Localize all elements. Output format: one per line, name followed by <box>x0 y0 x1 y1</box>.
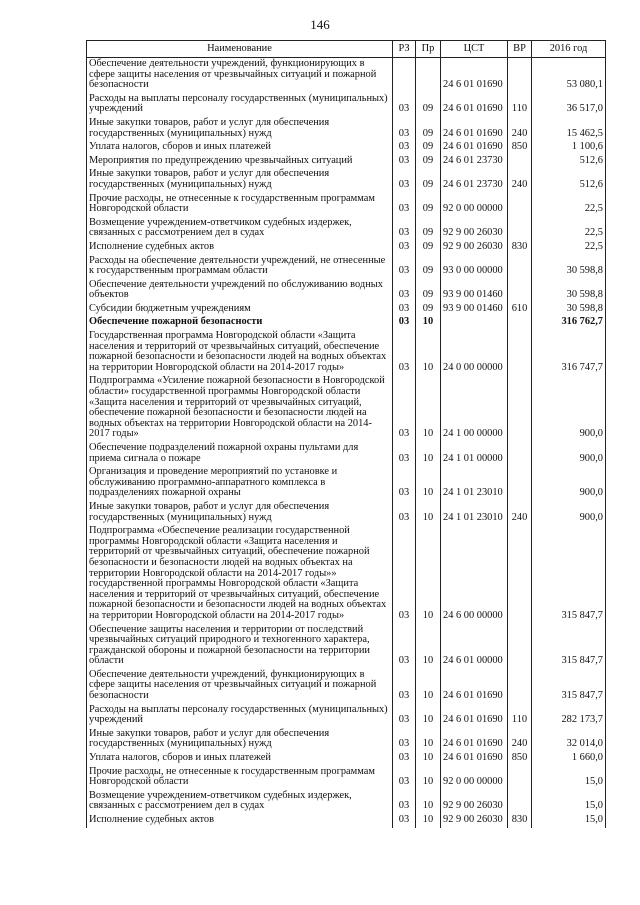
row-vr-cell <box>508 790 532 814</box>
row-name-cell: Иные закупки товаров, работ и услуг для обеспечения государственных (муниципальных) нужд <box>87 501 393 525</box>
row-pr-cell: 09 <box>416 193 441 217</box>
row-amount-cell: 53 080,1 <box>532 58 606 93</box>
row-vr-cell: 240 <box>508 168 532 192</box>
row-cst-cell: 24 1 00 00000 <box>441 375 508 442</box>
row-vr-cell <box>508 193 532 217</box>
row-pr-cell: 10 <box>416 790 441 814</box>
table-row <box>87 58 606 93</box>
row-cst-cell: 24 6 01 01690 <box>441 93 508 117</box>
row-pr-cell: 10 <box>416 442 441 466</box>
row-name-cell: Расходы на выплаты персоналу государственных (муниципальных) учреждений <box>87 93 393 117</box>
row-rz-cell: 03 <box>393 624 416 669</box>
row-amount-cell: 22,5 <box>532 241 606 255</box>
row-rz-cell: 03 <box>393 728 416 752</box>
row-pr-cell: 09 <box>416 168 441 192</box>
row-pr-cell: 10 <box>416 375 441 442</box>
row-vr-cell: 850 <box>508 141 532 155</box>
row-pr-cell: 10 <box>416 766 441 790</box>
table-row <box>87 93 606 117</box>
row-amount-cell: 316 747,7 <box>532 330 606 375</box>
row-amount-cell: 282 173,7 <box>532 704 606 728</box>
row-pr-cell: 10 <box>416 704 441 728</box>
table-row <box>87 728 606 752</box>
row-pr-cell: 09 <box>416 155 441 169</box>
row-vr-cell: 850 <box>508 752 532 766</box>
row-amount-cell: 512,6 <box>532 168 606 192</box>
row-vr-cell: 240 <box>508 501 532 525</box>
row-name-cell: Расходы на обеспечение деятельности учреждений, не отнесенные к государственным программам области <box>87 255 393 279</box>
row-name-cell: Подпрограмма «Обеспечение реализации государственной программы Новгородской области «Защита населения и территорий от чрезвычайных ситуаций, обеспечение пожарной безопасности и безопасности людей на водных объектах на территории Новгородской области на 2014-2017 годы»» государственной программы Новгородской области «Защита населения и территорий от чрезвычайных ситуаций, обеспечение пожарной безопасности и безопасности людей на водных объектах на территории Новгородской области на 2014-2017 годы» <box>87 525 393 623</box>
header-vr: ВР <box>508 41 532 58</box>
row-amount-cell: 315 847,7 <box>532 525 606 623</box>
row-vr-cell <box>508 330 532 375</box>
header-pr: Пр <box>416 41 441 58</box>
row-amount-cell: 15 462,5 <box>532 117 606 141</box>
row-cst-cell: 93 9 00 01460 <box>441 279 508 303</box>
row-vr-cell <box>508 766 532 790</box>
row-amount-cell: 900,0 <box>532 375 606 442</box>
row-pr-cell: 09 <box>416 279 441 303</box>
row-rz-cell: 03 <box>393 466 416 501</box>
row-rz-cell: 03 <box>393 168 416 192</box>
row-cst-cell: 92 9 00 26030 <box>441 814 508 828</box>
header-rz: РЗ <box>393 41 416 58</box>
row-name-cell: Обеспечение пожарной безопасности <box>87 316 393 330</box>
row-cst-cell <box>441 316 508 330</box>
row-amount-cell: 32 014,0 <box>532 728 606 752</box>
row-name-cell: Мероприятия по предупреждению чрезвычайных ситуаций <box>87 155 393 169</box>
row-name-cell: Обеспечение деятельности учреждений по обслуживанию водных объектов <box>87 279 393 303</box>
row-vr-cell <box>508 466 532 501</box>
row-vr-cell: 110 <box>508 93 532 117</box>
table-row <box>87 525 606 623</box>
row-pr-cell: 10 <box>416 501 441 525</box>
row-amount-cell: 1 660,0 <box>532 752 606 766</box>
header-cst: ЦСТ <box>441 41 508 58</box>
table-row <box>87 279 606 303</box>
row-rz-cell: 03 <box>393 117 416 141</box>
table-row <box>87 375 606 442</box>
row-pr-cell: 10 <box>416 624 441 669</box>
row-vr-cell <box>508 442 532 466</box>
row-rz-cell: 03 <box>393 790 416 814</box>
table-row <box>87 316 606 330</box>
row-cst-cell: 92 9 00 26030 <box>441 241 508 255</box>
row-rz-cell: 03 <box>393 193 416 217</box>
table-row <box>87 624 606 669</box>
row-rz-cell: 03 <box>393 255 416 279</box>
row-rz-cell: 03 <box>393 442 416 466</box>
row-pr-cell: 10 <box>416 814 441 828</box>
row-cst-cell: 24 6 01 01690 <box>441 704 508 728</box>
row-name-cell: Иные закупки товаров, работ и услуг для обеспечения государственных (муниципальных) нужд <box>87 117 393 141</box>
row-rz-cell: 03 <box>393 241 416 255</box>
row-pr-cell: 10 <box>416 466 441 501</box>
row-rz-cell: 03 <box>393 330 416 375</box>
row-vr-cell <box>508 279 532 303</box>
header-name: Наименование <box>87 41 393 58</box>
row-vr-cell <box>508 155 532 169</box>
table-row <box>87 168 606 192</box>
row-cst-cell: 24 1 01 23010 <box>441 466 508 501</box>
row-rz-cell: 03 <box>393 501 416 525</box>
row-pr-cell: 09 <box>416 117 441 141</box>
row-name-cell: Возмещение учреждением-ответчиком судебных издержек, связанных с рассмотрением дел в судах <box>87 217 393 241</box>
row-rz-cell: 03 <box>393 279 416 303</box>
row-pr-cell: 09 <box>416 303 441 317</box>
table-row <box>87 303 606 317</box>
header-amount: 2016 год <box>532 41 606 58</box>
row-amount-cell: 30 598,8 <box>532 303 606 317</box>
row-pr-cell: 09 <box>416 141 441 155</box>
row-name-cell: Прочие расходы, не отнесенные к государственным программам Новгородской области <box>87 766 393 790</box>
row-vr-cell: 830 <box>508 814 532 828</box>
row-cst-cell: 24 6 00 00000 <box>441 525 508 623</box>
row-rz-cell: 03 <box>393 669 416 704</box>
row-amount-cell: 22,5 <box>532 217 606 241</box>
row-rz-cell: 03 <box>393 704 416 728</box>
table-row <box>87 766 606 790</box>
row-vr-cell <box>508 58 532 93</box>
row-cst-cell: 93 9 00 01460 <box>441 303 508 317</box>
row-amount-cell: 36 517,0 <box>532 93 606 117</box>
row-rz-cell: 03 <box>393 316 416 330</box>
table-row <box>87 141 606 155</box>
table-row <box>87 117 606 141</box>
table-row <box>87 330 606 375</box>
row-pr-cell: 10 <box>416 525 441 623</box>
budget-table <box>86 40 606 828</box>
row-vr-cell: 110 <box>508 704 532 728</box>
row-rz-cell: 03 <box>393 375 416 442</box>
row-amount-cell: 22,5 <box>532 193 606 217</box>
table-row <box>87 501 606 525</box>
table-row <box>87 752 606 766</box>
row-name-cell: Обеспечение деятельности учреждений, функционирующих в сфере защиты населения от чрезвычайных ситуаций и пожарной безопасности <box>87 669 393 704</box>
row-cst-cell: 24 1 01 00000 <box>441 442 508 466</box>
row-vr-cell <box>508 217 532 241</box>
row-pr-cell: 09 <box>416 255 441 279</box>
row-vr-cell <box>508 669 532 704</box>
row-vr-cell <box>508 624 532 669</box>
row-amount-cell: 315 847,7 <box>532 669 606 704</box>
row-amount-cell: 30 598,8 <box>532 279 606 303</box>
row-cst-cell: 24 6 01 01690 <box>441 117 508 141</box>
row-cst-cell: 24 6 01 00000 <box>441 624 508 669</box>
row-rz-cell: 03 <box>393 303 416 317</box>
row-rz-cell: 03 <box>393 217 416 241</box>
row-cst-cell: 24 6 01 01690 <box>441 141 508 155</box>
row-rz-cell: 03 <box>393 141 416 155</box>
row-rz-cell: 03 <box>393 93 416 117</box>
table-body <box>87 58 606 828</box>
row-name-cell: Субсидии бюджетным учреждениям <box>87 303 393 317</box>
row-amount-cell: 900,0 <box>532 442 606 466</box>
row-cst-cell: 92 9 00 26030 <box>441 790 508 814</box>
row-pr-cell <box>416 58 441 93</box>
row-name-cell: Иные закупки товаров, работ и услуг для обеспечения государственных (муниципальных) нужд <box>87 728 393 752</box>
row-name-cell: Обеспечение подразделений пожарной охраны пультами для приема сигнала о пожаре <box>87 442 393 466</box>
table-row <box>87 241 606 255</box>
row-vr-cell <box>508 255 532 279</box>
row-pr-cell: 09 <box>416 217 441 241</box>
row-cst-cell: 24 0 00 00000 <box>441 330 508 375</box>
row-rz-cell: 03 <box>393 814 416 828</box>
row-cst-cell: 24 6 01 01690 <box>441 669 508 704</box>
row-cst-cell: 24 6 01 01690 <box>441 752 508 766</box>
row-amount-cell: 15,0 <box>532 814 606 828</box>
row-cst-cell: 24 6 01 01690 <box>441 58 508 93</box>
table-row <box>87 704 606 728</box>
row-vr-cell <box>508 375 532 442</box>
row-rz-cell: 03 <box>393 752 416 766</box>
row-amount-cell: 30 598,8 <box>532 255 606 279</box>
table-row <box>87 255 606 279</box>
page-number: 146 <box>310 17 330 32</box>
row-vr-cell <box>508 316 532 330</box>
row-cst-cell: 24 6 01 23730 <box>441 168 508 192</box>
row-cst-cell: 24 1 01 23010 <box>441 501 508 525</box>
row-amount-cell: 15,0 <box>532 790 606 814</box>
row-amount-cell: 316 762,7 <box>532 316 606 330</box>
row-vr-cell <box>508 525 532 623</box>
row-cst-cell: 92 0 00 00000 <box>441 766 508 790</box>
row-name-cell: Исполнение судебных актов <box>87 814 393 828</box>
row-amount-cell: 15,0 <box>532 766 606 790</box>
row-vr-cell: 610 <box>508 303 532 317</box>
row-name-cell: Расходы на выплаты персоналу государственных (муниципальных) учреждений <box>87 704 393 728</box>
row-cst-cell: 92 0 00 00000 <box>441 193 508 217</box>
row-vr-cell: 240 <box>508 728 532 752</box>
row-rz-cell: 03 <box>393 525 416 623</box>
row-vr-cell: 240 <box>508 117 532 141</box>
row-pr-cell: 10 <box>416 728 441 752</box>
table-row <box>87 155 606 169</box>
table-row <box>87 669 606 704</box>
row-amount-cell: 1 100,6 <box>532 141 606 155</box>
table-row <box>87 814 606 828</box>
row-pr-cell: 09 <box>416 93 441 117</box>
row-cst-cell: 93 0 00 00000 <box>441 255 508 279</box>
row-pr-cell: 10 <box>416 669 441 704</box>
row-name-cell: Государственная программа Новгородской области «Защита населения и территорий от чрезвычайных ситуаций, обеспечение пожарной безопасности и безопасности людей на водных объектах на территории Новгородской области на 2014-2017 годы» <box>87 330 393 375</box>
row-cst-cell: 24 6 01 23730 <box>441 155 508 169</box>
row-name-cell: Обеспечение защиты населения и территории от последствий чрезвычайных ситуаций природного и техногенного характера, гражданской обороны и пожарной безопасности на территории области <box>87 624 393 669</box>
table-header-row <box>87 41 606 58</box>
row-name-cell: Уплата налогов, сборов и иных платежей <box>87 141 393 155</box>
row-pr-cell: 09 <box>416 241 441 255</box>
row-amount-cell: 512,6 <box>532 155 606 169</box>
row-rz-cell <box>393 58 416 93</box>
row-name-cell: Подпрограмма «Усиление пожарной безопасности в Новгородской области» государственной программы Новгородской области «Защита населения и территорий от чрезвычайных ситуаций, обеспечение пожарной безопасности и безопасности людей на водных объектах на территории Новгородской области на 2014-2017 годы» <box>87 375 393 442</box>
row-amount-cell: 900,0 <box>532 466 606 501</box>
row-name-cell: Уплата налогов, сборов и иных платежей <box>87 752 393 766</box>
table-row <box>87 466 606 501</box>
row-name-cell: Обеспечение деятельности учреждений, функционирующих в сфере защиты населения от чрезвычайных ситуаций и пожарной безопасности <box>87 58 393 93</box>
row-vr-cell: 830 <box>508 241 532 255</box>
row-amount-cell: 315 847,7 <box>532 624 606 669</box>
row-cst-cell: 92 9 00 26030 <box>441 217 508 241</box>
row-name-cell: Иные закупки товаров, работ и услуг для обеспечения государственных (муниципальных) нужд <box>87 168 393 192</box>
row-rz-cell: 03 <box>393 766 416 790</box>
row-name-cell: Организация и проведение мероприятий по установке и обслуживанию программно-аппаратного комплекса в подразделениях пожарной охраны <box>87 466 393 501</box>
row-amount-cell: 900,0 <box>532 501 606 525</box>
table-row <box>87 217 606 241</box>
row-pr-cell: 10 <box>416 330 441 375</box>
row-name-cell: Исполнение судебных актов <box>87 241 393 255</box>
table-row <box>87 790 606 814</box>
row-name-cell: Возмещение учреждением-ответчиком судебных издержек, связанных с рассмотрением дел в судах <box>87 790 393 814</box>
row-name-cell: Прочие расходы, не отнесенные к государственным программам Новгородской области <box>87 193 393 217</box>
row-rz-cell: 03 <box>393 155 416 169</box>
table-row <box>87 442 606 466</box>
table-row <box>87 193 606 217</box>
row-pr-cell: 10 <box>416 316 441 330</box>
row-pr-cell: 10 <box>416 752 441 766</box>
row-cst-cell: 24 6 01 01690 <box>441 728 508 752</box>
